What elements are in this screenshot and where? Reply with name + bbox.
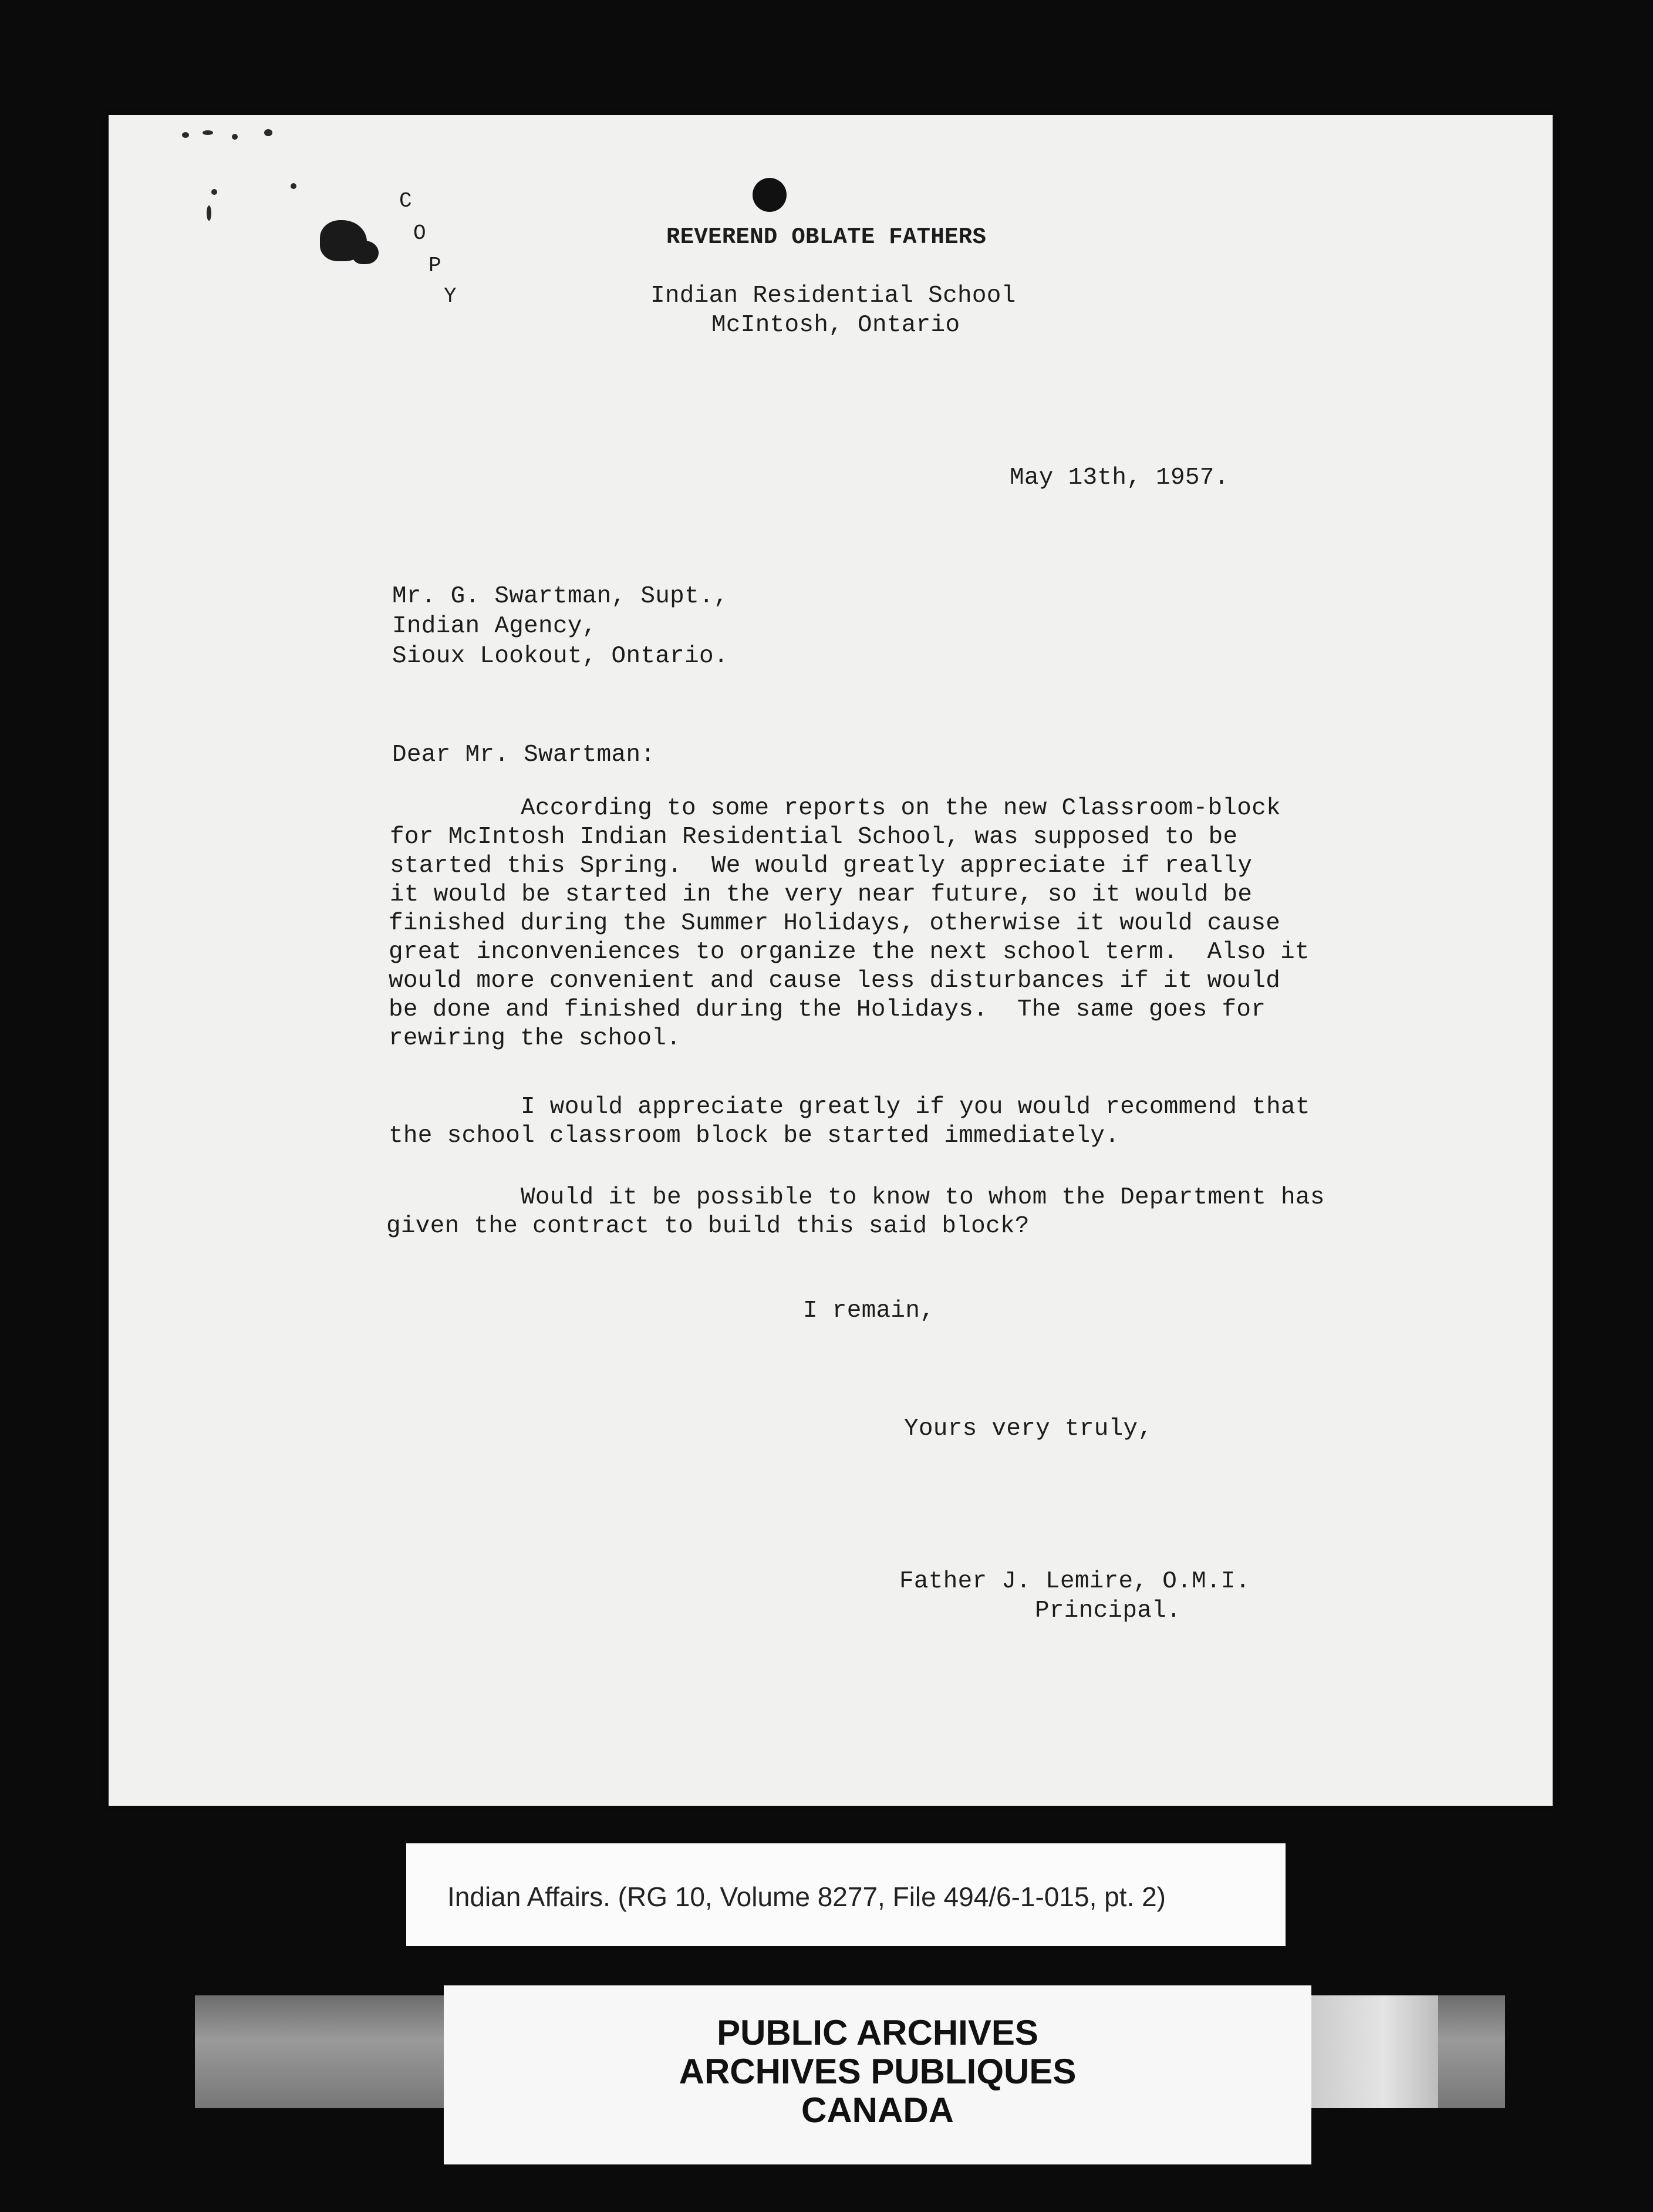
paragraph-1-line: for McIntosh Indian Residential School, was supposed to be — [390, 824, 1238, 851]
recipient-org: Indian Agency, — [392, 613, 597, 640]
paragraph-1-line: great inconveniences to organize the next school term. Also it — [389, 939, 1310, 966]
closing-remain: I remain, — [803, 1297, 935, 1324]
recipient-name: Mr. G. Swartman, Supt., — [392, 583, 728, 610]
letter-date: May 13th, 1957. — [1010, 464, 1229, 491]
ink-speck — [182, 132, 189, 138]
archive-strip-highlight — [1303, 1995, 1438, 2108]
ink-speck — [232, 134, 238, 140]
signer-name: Father J. Lemire, O.M.I. — [899, 1568, 1250, 1595]
archive-reference-text: Indian Affairs. (RG 10, Volume 8277, File 494/6-1-015, pt. 2) — [447, 1881, 1166, 1912]
ink-speck — [203, 130, 213, 135]
archive-stamp — [444, 1985, 1311, 2164]
letterhead-school: Indian Residential School — [650, 282, 1016, 309]
ink-speck — [291, 183, 296, 189]
ink-speck — [211, 189, 217, 195]
archive-stamp-line3: CANADA — [801, 2090, 954, 2130]
paragraph-1-line: rewiring the school. — [389, 1025, 682, 1052]
archive-reference-label — [406, 1843, 1286, 1946]
letterhead-org: REVEREND OBLATE FATHERS — [666, 224, 987, 250]
paragraph-1-line: According to some reports on the new Classroom-block — [521, 795, 1281, 822]
ink-speck — [264, 129, 272, 136]
copy-letter-p: P — [429, 254, 441, 278]
archive-stamp-line1: PUBLIC ARCHIVES — [717, 2013, 1038, 2052]
ink-speck — [207, 205, 211, 221]
paragraph-1-line: be done and finished during the Holidays. The same goes for — [389, 996, 1266, 1023]
closing-yours: Yours very truly, — [904, 1415, 1153, 1442]
paragraph-3-line: Would it be possible to know to whom the Department has — [521, 1184, 1325, 1211]
paragraph-1-line: it would be started in the very near future, so it would be — [390, 881, 1253, 908]
paragraph-1-line: started this Spring. We would greatly appreciate if really — [390, 852, 1253, 879]
ink-blot — [352, 241, 379, 264]
paragraph-1-line: would more convenient and cause less disturbances if it would — [389, 967, 1281, 994]
paragraph-3-line: given the contract to build this said block? — [386, 1213, 1030, 1240]
copy-letter-o: O — [413, 221, 426, 245]
archive-stamp-line2: ARCHIVES PUBLIQUES — [679, 2052, 1077, 2091]
paragraph-2-line: I would appreciate greatly if you would recommend that — [521, 1094, 1310, 1121]
letterhead-location: McIntosh, Ontario — [711, 312, 960, 339]
copy-letter-c: C — [399, 189, 412, 213]
recipient-place: Sioux Lookout, Ontario. — [392, 643, 728, 670]
salutation: Dear Mr. Swartman: — [392, 741, 656, 768]
paragraph-2-line: the school classroom block be started immediately. — [389, 1122, 1120, 1149]
signer-title: Principal. — [1035, 1597, 1182, 1624]
copy-letter-y: Y — [444, 284, 457, 308]
paragraph-1-line: finished during the Summer Holidays, otherwise it would cause — [389, 910, 1281, 937]
punch-hole — [753, 178, 787, 212]
